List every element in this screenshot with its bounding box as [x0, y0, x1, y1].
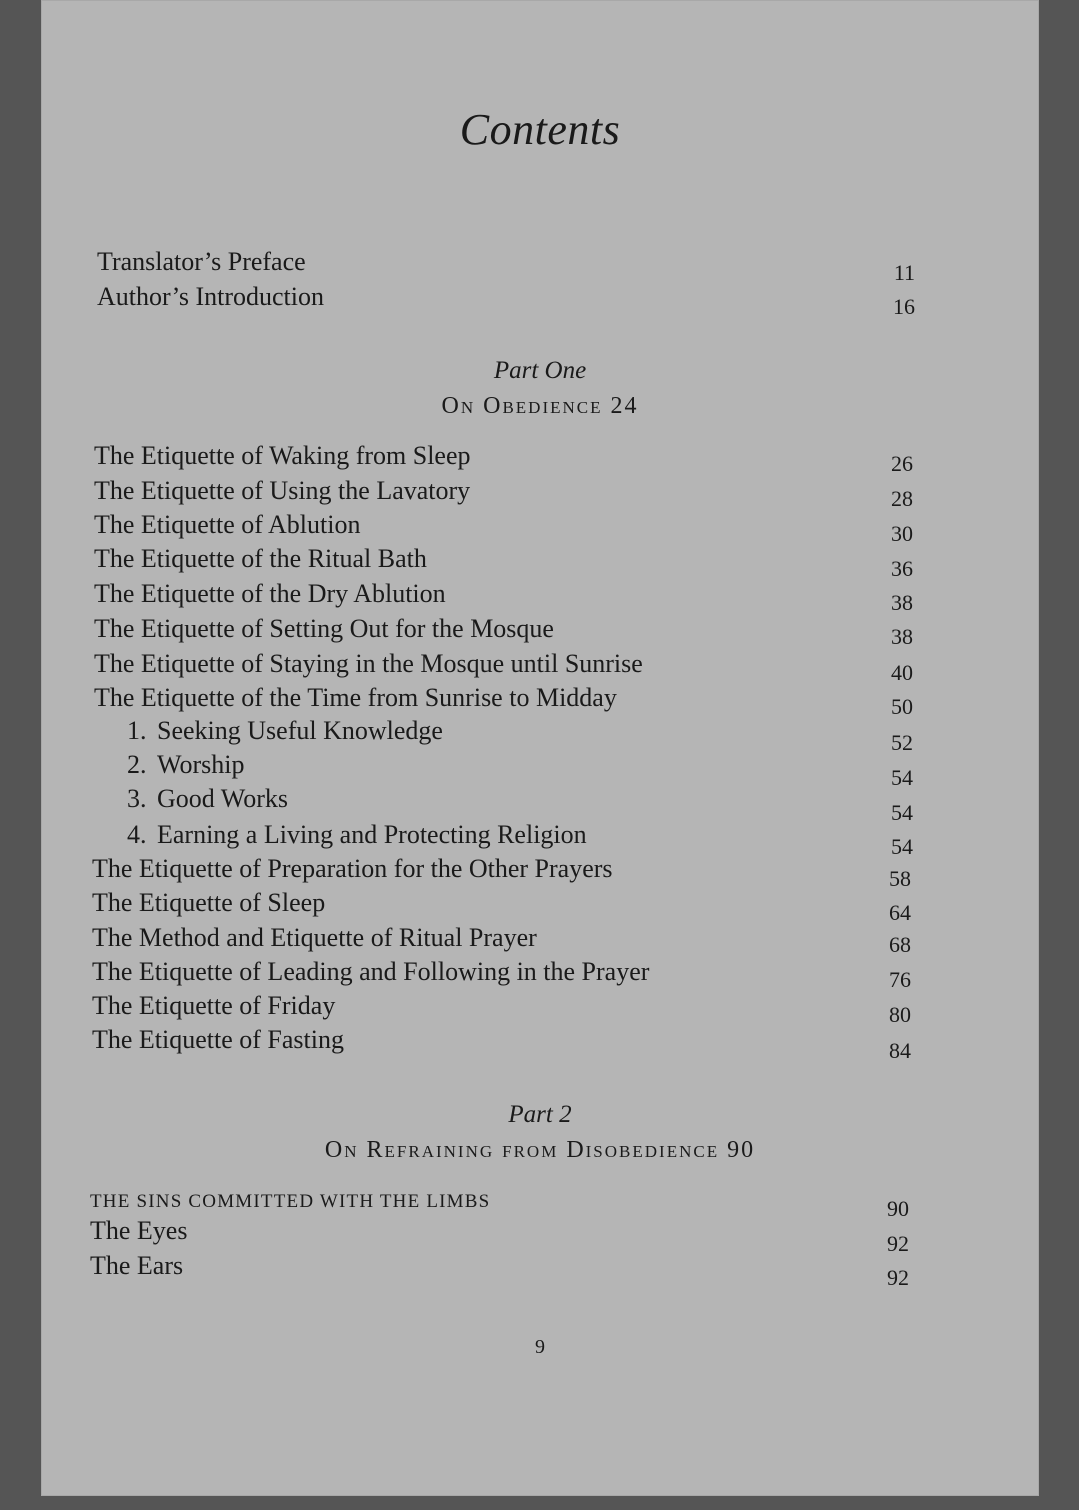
- part-two-label: Part 2: [508, 1101, 572, 1128]
- toc-entry: The Etiquette of Waking from Sleep: [94, 441, 471, 470]
- part-one-label: Part One: [493, 357, 587, 384]
- toc-page: 64: [889, 900, 911, 925]
- toc-entry: The Etiquette of the Time from Sunrise to Midday: [94, 683, 617, 712]
- toc-section-heading: THE SINS COMMITTED WITH THE LIMBS: [90, 1191, 491, 1212]
- toc-subentry: [127, 822, 587, 848]
- toc-page: 38: [891, 624, 913, 649]
- toc-subentry-number: 3.: [127, 784, 147, 813]
- toc-entry: The Method and Etiquette of Ritual Prayer: [92, 923, 537, 952]
- toc-entry: The Etiquette of the Dry Ablution: [94, 579, 446, 608]
- toc-page: 92: [887, 1231, 909, 1256]
- toc-page: 92: [887, 1265, 909, 1290]
- toc-page: 84: [889, 1038, 911, 1063]
- toc-subentry-label: Good Works: [157, 784, 289, 813]
- toc-page-authors-introduction: 16: [893, 294, 915, 319]
- toc-entry: The Etiquette of Setting Out for the Mosque: [94, 614, 554, 643]
- toc-entry: The Etiquette of Sleep: [92, 888, 326, 917]
- part-two-heading: On Refraining from Disobedience 90: [324, 1137, 756, 1163]
- toc-entry: The Etiquette of Leading and Following in the Prayer: [92, 957, 650, 986]
- book-page: [41, 0, 1039, 1496]
- toc-entry: The Etiquette of Preparation for the Other Prayers: [92, 854, 613, 883]
- toc-page: 26: [891, 451, 913, 476]
- toc-subentry: [127, 786, 288, 812]
- toc-subentry-number: 2.: [127, 750, 147, 779]
- toc-entry-authors-introduction: Author’s Introduction: [97, 282, 324, 311]
- toc-entry: The Etiquette of Fasting: [92, 1025, 345, 1054]
- toc-subentry-label: Worship: [157, 750, 245, 779]
- toc-subentry-number: 1.: [127, 716, 147, 745]
- toc-entry: The Etiquette of Friday: [92, 991, 336, 1020]
- toc-entry: The Etiquette of Using the Lavatory: [94, 476, 471, 505]
- toc-page: 58: [889, 866, 911, 891]
- toc-entry: The Etiquette of Staying in the Mosque until Sunrise: [94, 649, 643, 678]
- toc-subentry-label: Seeking Useful Knowledge: [157, 716, 443, 745]
- toc-entry-eyes: The Eyes: [90, 1216, 188, 1245]
- toc-subentry-label: Earning a Living and Protecting Religion: [157, 820, 587, 849]
- toc-subentry: [127, 752, 244, 778]
- toc-page: 28: [891, 486, 913, 511]
- toc-page: 90: [887, 1196, 909, 1221]
- toc-page: 54: [891, 834, 913, 859]
- toc-page: 40: [891, 660, 913, 685]
- toc-page: 50: [891, 694, 913, 719]
- toc-entry: The Etiquette of Ablution: [94, 510, 361, 539]
- toc-entry-ears: The Ears: [90, 1251, 184, 1280]
- toc-entry-translators-preface: Translator’s Preface: [97, 247, 306, 276]
- toc-page: 52: [891, 730, 913, 755]
- toc-page: 76: [889, 967, 911, 992]
- toc-page: 38: [891, 590, 913, 615]
- toc-page: 36: [891, 556, 913, 581]
- page-number: 9: [535, 1336, 545, 1358]
- toc-entry: The Etiquette of the Ritual Bath: [94, 544, 427, 573]
- toc-subentry: [127, 718, 443, 744]
- toc-page: 68: [889, 932, 911, 957]
- toc-page: 54: [891, 800, 913, 825]
- toc-subentry-number: 4.: [127, 820, 147, 849]
- toc-page: 54: [891, 765, 913, 790]
- toc-page: 80: [889, 1002, 911, 1027]
- part-one-heading: On Obedience 24: [441, 393, 639, 419]
- toc-page-translators-preface: 11: [893, 260, 915, 285]
- toc-page: 30: [891, 521, 913, 546]
- contents-title: Contents: [459, 105, 621, 154]
